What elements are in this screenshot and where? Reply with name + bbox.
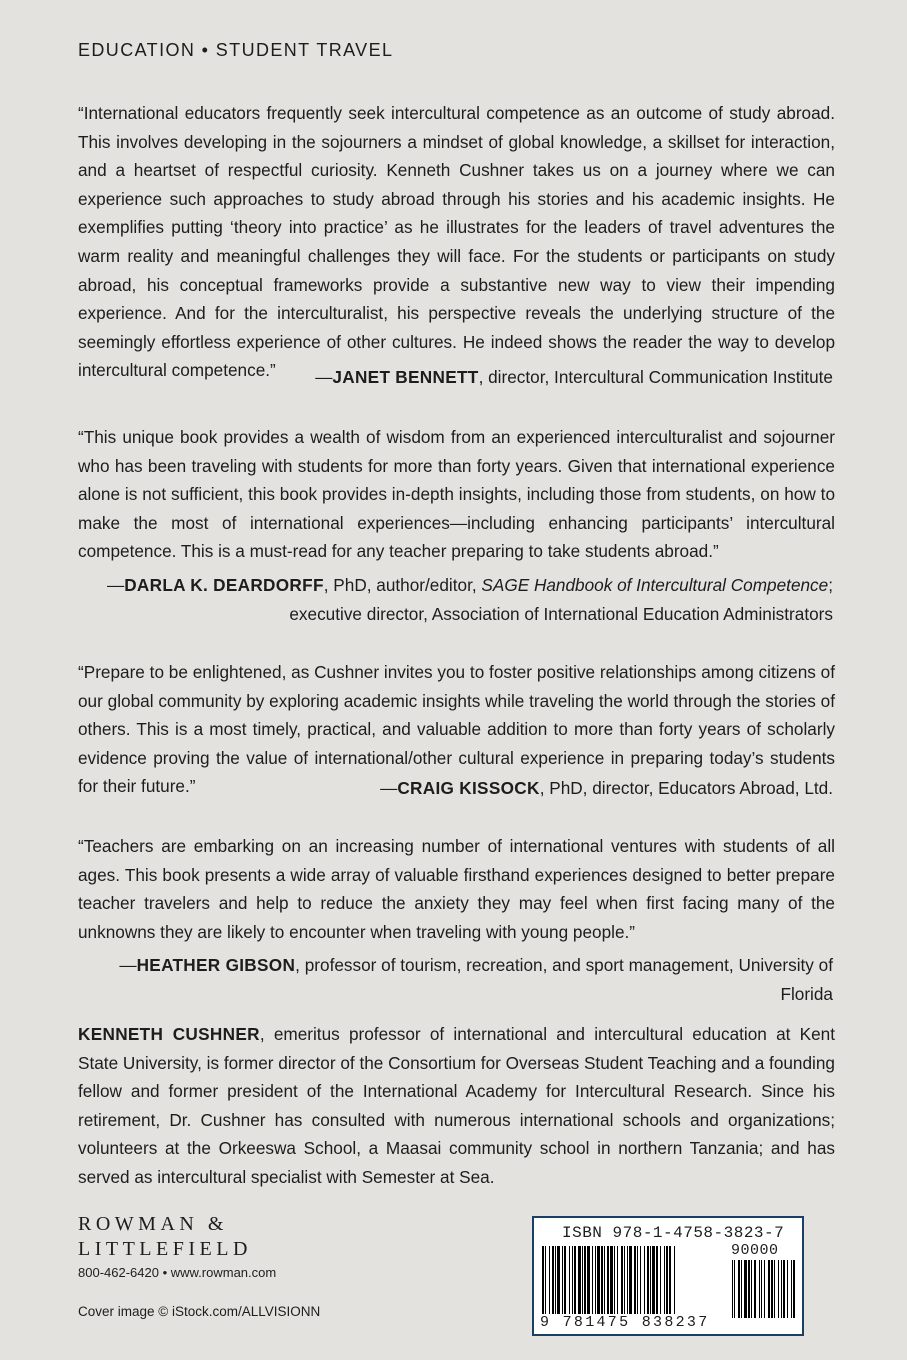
em-dash: — (315, 367, 333, 387)
addon-bar (754, 1260, 756, 1318)
addon-bar (759, 1260, 760, 1318)
addon-bar (771, 1260, 773, 1318)
barcode-bar (660, 1246, 661, 1318)
isbn-label: ISBN 978-1-4758-3823-7 (562, 1224, 785, 1242)
barcode-bar (656, 1246, 658, 1318)
addon-bar (744, 1260, 747, 1318)
barcode-bar (545, 1246, 546, 1318)
barcode-bar (569, 1246, 570, 1318)
barcode-digits: 9 781475 838237 (540, 1314, 710, 1331)
category-label: EDUCATION • STUDENT TRAVEL (78, 40, 394, 60)
addon-bar (761, 1260, 762, 1318)
addon-bar (764, 1260, 765, 1318)
barcode-bar (666, 1246, 668, 1318)
addon-bar (787, 1260, 788, 1318)
addon-bar (783, 1260, 785, 1318)
publisher-contact: 800-462-6420 • www.rowman.com (78, 1265, 277, 1280)
barcode-bar (552, 1246, 554, 1318)
isbn-barcode (532, 1216, 804, 1336)
book-title: SAGE Handbook of Intercultural Competence (481, 575, 829, 595)
blurb-quote: “Prepare to be enlightened, as Cushner invites you to foster positive relationships among citizens of our global community by exploring academic insights while traveling the world through the stories of others. This is a most timely, practical, and valuable addition to more than forty years of scholarly evidence proving the value of international/other cultural experience in preparing today’s students for their future.” (78, 662, 835, 797)
barcode-bar (595, 1246, 596, 1318)
publisher-logo-line2: LITTLEFIELD (78, 1238, 252, 1260)
barcode-bar (582, 1246, 583, 1318)
reviewer-name: JANET BENNETT (332, 367, 479, 387)
cover-credit: Cover image © iStock.com/ALLVISIONN (78, 1304, 321, 1319)
blurb-quote: “This unique book provides a wealth of wisdom from an experienced interculturalist and sojourner who has been traveling with students for more than forty years. Given that international experience alone is not sufficient, this book provides in-depth insights, including those from students, on how to make the most of international experiences—including enhancing participants’ intercultural competence. This is a must-read for any teacher preparing to take students abroad.” (78, 427, 835, 562)
addon-bar (768, 1260, 770, 1318)
reviewer-credentials-line2: executive director, Association of International Education Administrators (289, 603, 833, 624)
barcode-bar (578, 1246, 581, 1318)
barcode-bar (562, 1246, 563, 1318)
barcode-bars (542, 1246, 798, 1324)
barcode-bar (557, 1246, 560, 1318)
barcode-bar (564, 1246, 566, 1318)
barcode-bar (555, 1246, 556, 1318)
barcode-bar (640, 1246, 641, 1318)
publisher-logo (78, 1212, 252, 1262)
barcode-bar (592, 1246, 593, 1318)
barcode-bar (637, 1246, 638, 1318)
reviewer-credentials-end: ; (828, 575, 833, 595)
addon-bar (741, 1260, 742, 1318)
author-name: KENNETH CUSHNER (78, 1024, 260, 1044)
blurb-attribution (315, 363, 833, 392)
barcode-bar (669, 1246, 671, 1318)
addon-bar (781, 1260, 782, 1318)
blurb-quote: “International educators frequently seek intercultural competence as an outcome of study abroad. This involves developing in the sojourners a mindset of global knowledge, a skillset for interaction, and a heartset of respectful curiosity. Kenneth Cushner takes us on a journey where we can experience such approaches to study abroad through his stories and his academic insights. He exemplifies putting ‘theory into practice’ as he illustrates for the leaders of travel adventures the warm reality and meaningful challenges they will face. For the students or participants on study abroad, his conceptual frameworks provide a substantive new way to view their impending experience. And for the interculturalist, his perspective reveals the underlying structure of the seemingly effortless experience of other cultures. He indeed shows the reader the way to develop intercultural competence.” (78, 103, 835, 381)
barcode-bar (664, 1246, 665, 1318)
barcode-bar (617, 1246, 618, 1318)
barcode-bar (587, 1246, 590, 1318)
barcode-bar (604, 1246, 605, 1318)
em-dash: — (380, 778, 398, 798)
barcode-bar (634, 1246, 636, 1318)
reviewer-credentials: , PhD, director, Educators Abroad, Ltd. (539, 778, 833, 798)
barcode-bar (629, 1246, 632, 1318)
barcode-bar (542, 1246, 544, 1318)
em-dash: — (107, 575, 125, 595)
barcode-bar (647, 1246, 649, 1318)
addon-bar (738, 1260, 740, 1318)
reviewer-name: HEATHER GIBSON (136, 955, 296, 975)
author-bio-text: , emeritus professor of international and intercultural education at Kent State University, is former director of the Consortium for Overseas Student Teaching and a founding fellow and former president of the International Academy for Intercultural Research. Since his retirement, Dr. Cushner has consulted with numerous international schools and organizations; volunteers at the Orkeeswa School, a Maasai community school in northern Tanzania; and has served as intercultural specialist with Semester at Sea. (78, 1024, 836, 1187)
barcode-bar (574, 1246, 576, 1318)
barcode-bar (572, 1246, 573, 1318)
reviewer-credentials: , director, Intercultural Communication Institute (478, 367, 833, 387)
blurb-quote: “Teachers are embarking on an increasing number of international ventures with students of all ages. This book presents a wide array of valuable firsthand experiences designed to better prepare teacher travelers and help to reduce the anxiety they may feel when first facing many of the unknowns they are likely to encounter when traveling with young people.” (78, 836, 835, 942)
barcode-bar (614, 1246, 615, 1318)
blurb-attribution (380, 774, 833, 803)
barcode-bar (607, 1246, 609, 1318)
addon-bar (732, 1260, 733, 1318)
barcode-bar (549, 1246, 550, 1318)
addon-bar (791, 1260, 792, 1318)
addon-bar (774, 1260, 775, 1318)
barcode-bar (627, 1246, 628, 1318)
barcode-bar (674, 1246, 675, 1318)
barcode-bar (597, 1246, 600, 1318)
barcode-bar (624, 1246, 625, 1318)
barcode-bar (621, 1246, 623, 1318)
blurb-attribution (78, 951, 833, 1008)
addon-bar (751, 1260, 752, 1318)
barcode-bar (652, 1246, 655, 1318)
blurb-attribution (107, 571, 833, 628)
back-cover (78, 0, 835, 1360)
addon-bar (793, 1260, 795, 1318)
reviewer-name: CRAIG KISSOCK (397, 778, 540, 798)
barcode-bar (610, 1246, 613, 1318)
price-code: 90000 (731, 1242, 779, 1259)
barcode-bar (650, 1246, 651, 1318)
reviewer-credentials: , PhD, author/editor, (323, 575, 482, 595)
barcode-bar (644, 1246, 645, 1318)
reviewer-name: DARLA K. DEARDORFF (124, 575, 324, 595)
em-dash: — (119, 955, 137, 975)
addon-bar (748, 1260, 750, 1318)
barcode-bar (601, 1246, 603, 1318)
addon-bar (778, 1260, 779, 1318)
addon-bar (734, 1260, 735, 1318)
reviewer-credentials: , professor of tourism, recreation, and sport management, University of Florida (295, 955, 833, 1004)
publisher-logo-line1: ROWMAN & (78, 1213, 228, 1235)
barcode-bar (584, 1246, 586, 1318)
author-bio (78, 1020, 835, 1192)
